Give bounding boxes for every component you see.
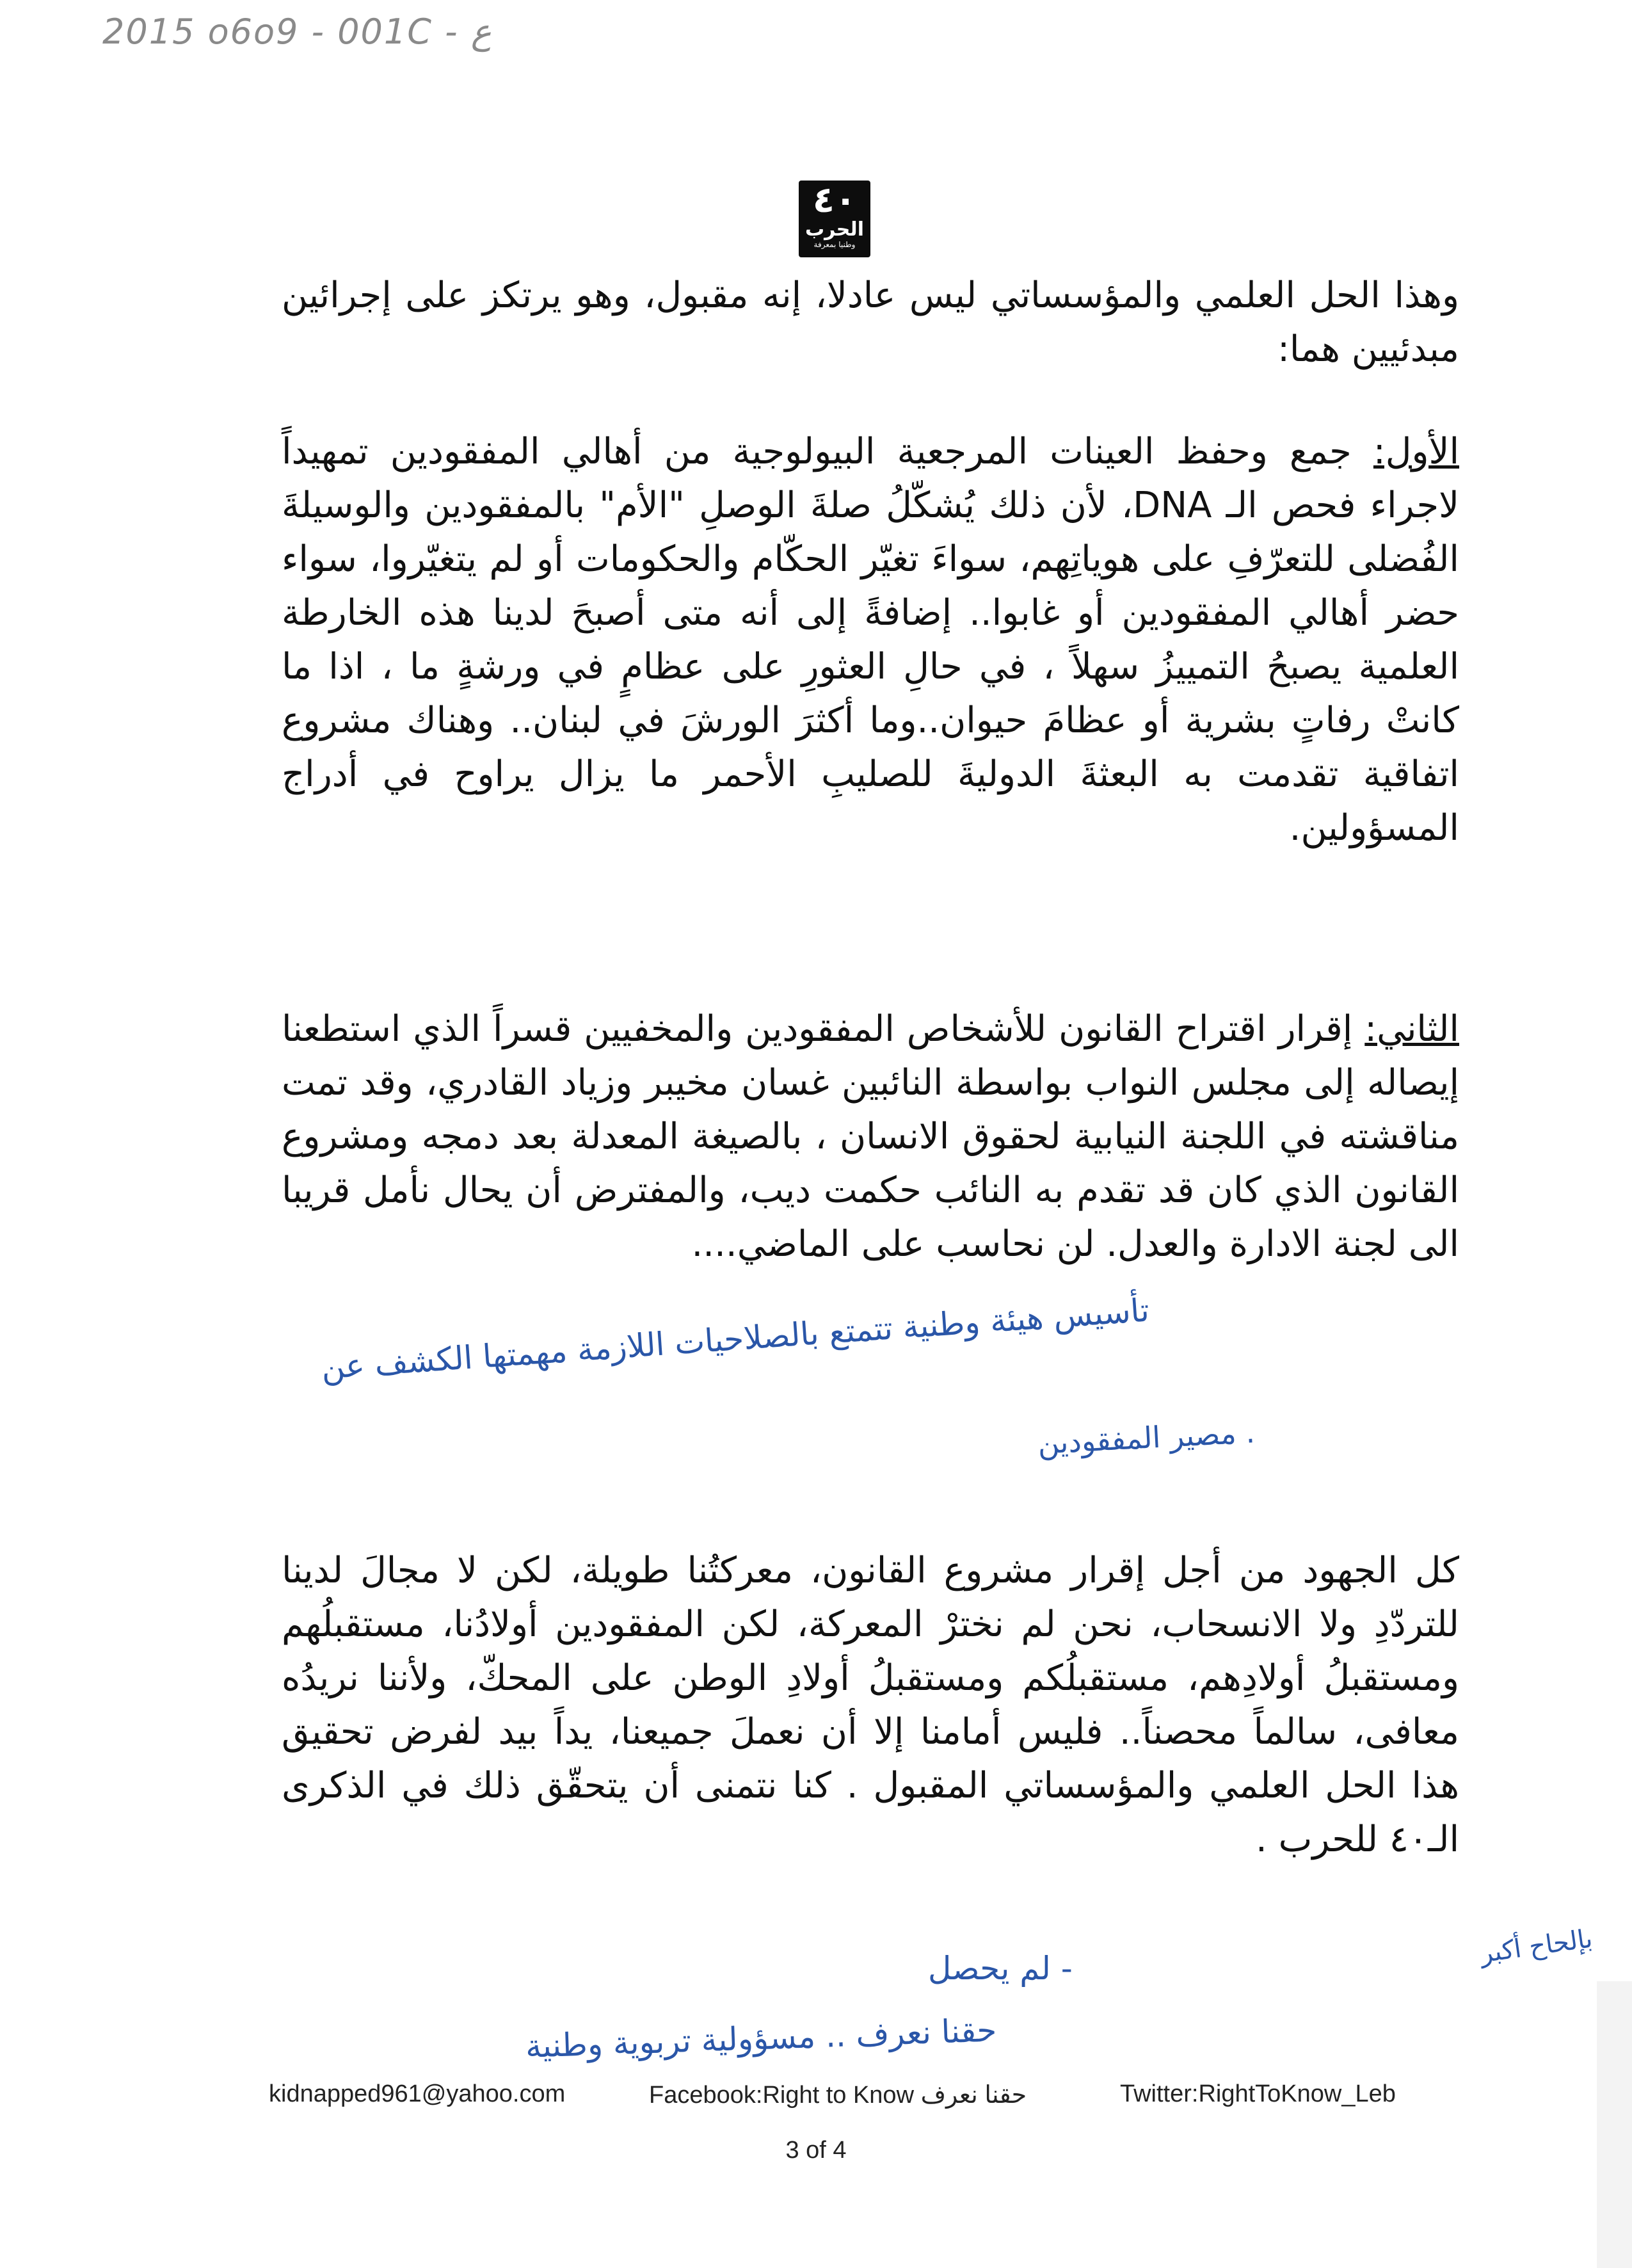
page-number: 3 of 4 — [785, 2137, 847, 2164]
handwritten-note-right-to-know: حقنا نعرف .. مسؤولية تربوية وطنية — [525, 2011, 998, 2065]
second-measure-paragraph — [282, 1002, 1459, 1271]
reference-code: 2015 o6o9 - 001C - ع — [102, 12, 492, 52]
handwritten-note-missing-fate: مصير المفقودين . — [1037, 1415, 1256, 1461]
first-measure-lead: الأول: — [1373, 431, 1459, 472]
logo-tagline: وطنيا بمعرفة — [813, 240, 856, 249]
logo-number: ٤٠ — [812, 181, 857, 221]
first-measure-paragraph — [282, 425, 1459, 855]
footer-facebook-link[interactable]: Facebook:Right to Know حقنا نعرف — [649, 2082, 1027, 2109]
handwritten-note-margin: بإلحاح أكبر — [1478, 1924, 1595, 1969]
second-measure-text: إقرار اقتراح القانون للأشخاص المفقودين والمخفيين قسراً الذي استطعنا إيصاله إلى مجلس النواب بواسطة النائبين غسان مخيبر وزياد القادري، وقد تمت مناقشته في اللجنة النيابية لحقوق الانسان ، بالصيغة المعدلة بعد دمجه ومشروع القانون الذي كان قد تقدم به النائب حكمت ديب، والمفترض أن يحال نأمل قريبا الى لجنة الادارة والعدل. لن نحاسب على الماضي.... — [282, 1008, 1459, 1265]
second-measure-lead: الثاني: — [1364, 1008, 1459, 1050]
intro-paragraph: وهذا الحل العلمي والمؤسساتي ليس عادلا، إنه مقبول، وهو يرتكز على إجرائين مبدئيين هما: — [282, 275, 1459, 370]
handwritten-note-commission: تأسيس هيئة وطنية تتمتع بالصلاحيات اللازمة مهمتها الكشف عن — [320, 1291, 1151, 1387]
closing-paragraph: كل الجهود من أجل إقرار مشروع القانون، معركتُنا طويلة، لكن لا مجالَ لدينا للتردّدِ ولا الانسحاب، نحن لم نخترْ المعركة، لكن المفقودين أولادُنا، مستقبلُهم ومستقبلُ أولادِهم، مستقبلُكم ومستقبلُ أولادِ الوطن على المحكّ، ولأننا نريدُه معافى، سالماً محصناً.. فليس أمامنا إلا أن نعملَ جميعنا، يداً بيد لفرض تحقيق هذا الحل العلمي والمؤسساتي المقبول . كنا نتمنى أن يتحقّق ذلك في الذكرى الـ٤٠ للحرب . — [282, 1550, 1459, 1860]
war-40-logo — [799, 181, 870, 257]
first-measure-text: جمع وحفظ العينات المرجعية البيولوجية من أهالي المفقودين تمهيداً لاجراء فحص الـ DNA، لأن ذلك يُشكّلُ صلةَ الوصلِ "الأم" بالمفقودين والوسيلةَ الفُضلى للتعرّفِ على هوياتِهم، سواءَ تغيّر الحكّام والحكومات أو لم يتغيّروا، سواء حضر أهالي المفقودين أو غابوا.. إضافةً إلى أنه متى أصبحَ لدينا هذه الخارطة العلمية يصبحُ التمييزُ سهلاً ، في حالِ العثورِ على عظامٍ في ورشةٍ ما ، اذا ما كانتْ رفاتٍ بشرية أو عظامَ حيوان..وما أكثرَ الورشَ في لبنان.. وهناك مشروع اتفاقية تقدمت به البعثةَ الدوليةَ للصليبِ الأحمر ما يزال يراوح في أدراج المسؤولين. — [282, 431, 1459, 849]
logo-word: الحرب — [805, 218, 864, 241]
scan-edge-stripe — [1597, 1981, 1632, 2268]
handwritten-note-did-not-happen: لم يحصل - — [928, 1950, 1073, 1987]
footer-email-link[interactable]: kidnapped961@yahoo.com — [269, 2080, 566, 2107]
footer-twitter-link[interactable]: Twitter:RightToKnow_Leb — [1120, 2080, 1396, 2107]
